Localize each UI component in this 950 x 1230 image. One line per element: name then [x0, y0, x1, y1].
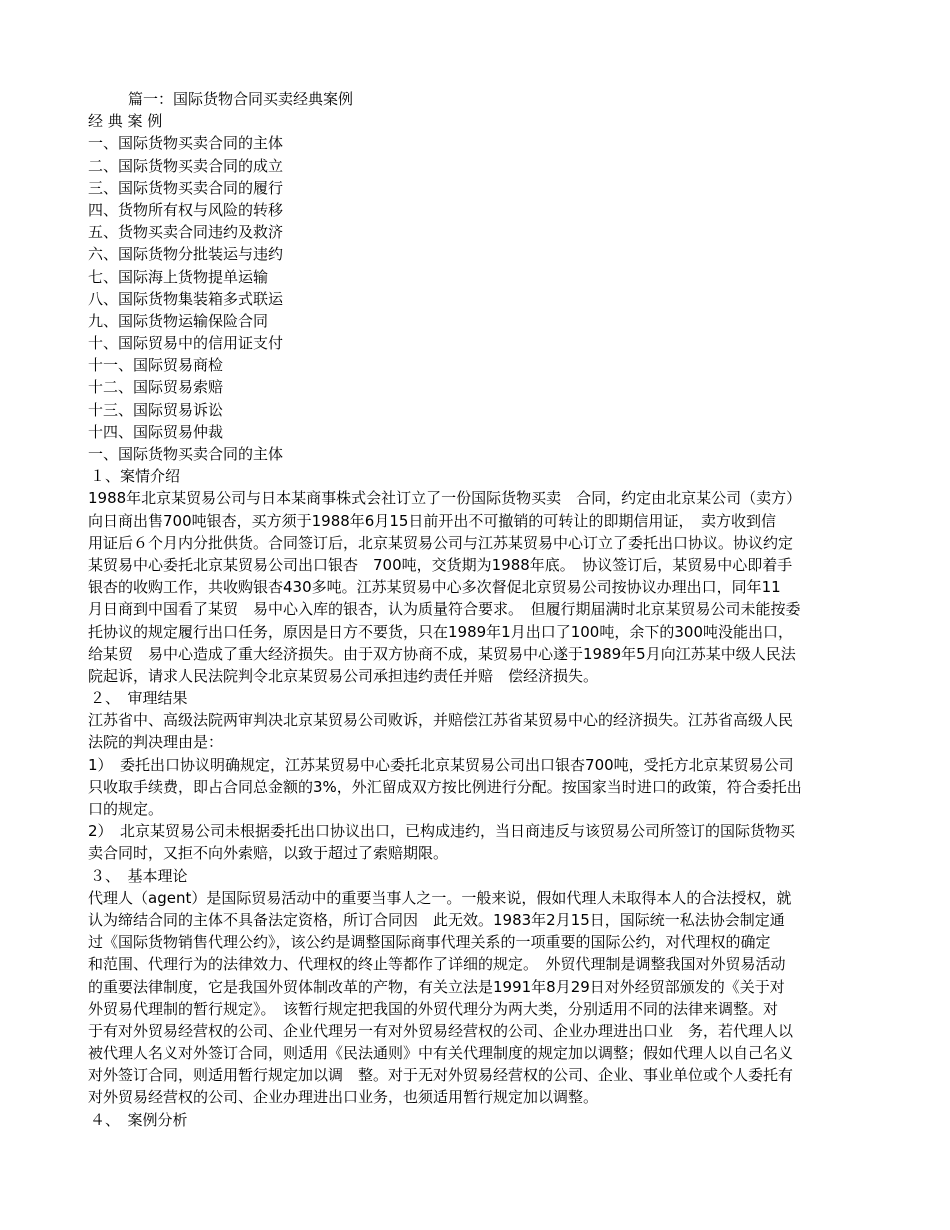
paragraph-line: 用证后６个月内分批供货。合同签订后，北京某贸易公司与江苏某贸易中心订立了委托出口协议。协议约定 — [88, 533, 794, 552]
paragraph-line: 于有对外贸易经营权的公司、企业代理另一有对外贸易经营权的公司、企业办理进出口业 务，若代理人以 — [88, 1021, 794, 1040]
toc-item: 九、国际货物运输保险合同 — [88, 311, 269, 330]
reason-1-paragraph — [88, 754, 868, 821]
document-page — [88, 88, 868, 1131]
trial-result-paragraph — [88, 709, 868, 753]
paragraph-line: 1988年北京某贸易公司与日本某商事株式会社订立了一份国际货物买卖 合同，约定由北京某公司（卖方） — [88, 489, 802, 508]
paragraph-line: 江苏省中、高级法院两审判决北京某贸易公司败诉，并赔偿江苏省某贸易中心的经济损失。江苏省高级人民 — [88, 711, 794, 730]
toc-item: 十、国际贸易中的信用证支付 — [88, 334, 284, 353]
toc-item: 三、国际货物买卖合同的履行 — [88, 178, 284, 197]
toc-item: 十一、国际贸易商检 — [88, 356, 224, 375]
paragraph-line: 外贸易代理制的暂行规定》。 该暂行规定把我国的外贸代理分为两大类，分别适用不同的法律来调整。对 — [88, 999, 779, 1018]
toc-item: 八、国际货物集装箱多式联运 — [88, 289, 284, 308]
table-of-contents — [88, 132, 868, 443]
paragraph-line: 院起诉，请求人民法院判令北京某贸易公司承担违约责任并赔 偿经济损失。 — [88, 666, 599, 685]
paragraph-line: 法院的判决理由是： — [88, 733, 224, 752]
paragraph-line: 认为缔结合同的主体不具备法定资格，所订合同因 此无效。1983年2月15日，国际统一私法协会制定通 — [88, 910, 785, 929]
paragraph-line: 过《国际货物销售代理公约》，该公约是调整国际商事代理关系的一项重要的国际公约，对代理权的确定 — [88, 933, 771, 952]
document-title: 篇一：国际货物合同买卖经典案例 — [128, 90, 354, 108]
toc-item: 六、国际货物分批装运与违约 — [88, 245, 284, 264]
subsection-basic-theory: ３、 基本理论 — [90, 866, 188, 885]
case-intro-paragraph — [88, 487, 868, 687]
cases-heading: 经 典 案 例 — [88, 112, 163, 131]
paragraph-line: 被代理人名义对外签订合同，则适用《民法通则》中有关代理制度的规定加以调整；假如代理人以自己名义 — [88, 1044, 794, 1063]
paragraph-line: 代理人（agent）是国际贸易活动中的重要当事人之一。一般来说，假如代理人未取得本人的合法授权，就 — [88, 888, 792, 907]
paragraph-line: 托协议的规定履行出口任务，原因是日方不要货，只在1989年1月出口了100吨，余下的300吨没能出口， — [88, 622, 793, 641]
paragraph-line: 口的规定。 — [88, 800, 164, 818]
section-title: 一、国际货物买卖合同的主体 — [88, 445, 284, 463]
subsection-trial-result: ２、 审理结果 — [90, 689, 188, 708]
toc-item: 十三、国际贸易诉讼 — [88, 400, 224, 419]
paragraph-line: 和范围、代理行为的法律效力、代理权的终止等都作了详细的规定。 外贸代理制是调整我国对外贸易活动 — [88, 955, 786, 974]
paragraph-line: 只收取手续费，即占合同总金额的3%，外汇留成双方按比例进行分配。按国家当时进口的政策，符合委托出 — [88, 777, 802, 796]
toc-item: 十四、国际贸易仲裁 — [88, 422, 224, 441]
toc-item: 二、国际货物买卖合同的成立 — [88, 156, 284, 175]
toc-item: 一、国际货物买卖合同的主体 — [88, 134, 284, 153]
paragraph-line: 对外贸易经营权的公司、企业办理进出口业务，也须适用暂行规定加以调整。 — [88, 1088, 599, 1107]
paragraph-line: 某贸易中心委托北京某贸易公司出口银杏 700吨，交货期为1988年底。 协议签订后，某贸易中心即着手 — [88, 555, 793, 574]
toc-item: 四、货物所有权与风险的转移 — [88, 200, 284, 219]
toc-item: 七、国际海上货物提单运输 — [88, 267, 269, 286]
paragraph-line: 向日商出售700吨银杏，买方须于1988年6月15日前开出不可撤销的可转让的即期信用证， 卖方收到信 — [88, 511, 776, 530]
paragraph-line: 卖合同时，又拒不向外索赔，以致于超过了索赔期限。 — [88, 844, 449, 863]
subsection-case-analysis: ４、 案例分析 — [90, 1110, 188, 1129]
paragraph-line: 1） 委托出口协议明确规定，江苏某贸易中心委托北京某贸易公司出口银杏700吨，受托方北京某贸易公司 — [88, 755, 794, 774]
reason-2-paragraph — [88, 820, 868, 864]
paragraph-line: 的重要法律制度，它是我国外贸体制改革的产物，有关立法是1991年8月29日对外经贸部颁发的《关于对 — [88, 977, 785, 996]
subsection-case-intro: １、案情介绍 — [90, 467, 181, 486]
basic-theory-paragraph — [88, 887, 868, 1109]
toc-item: 十二、国际贸易索赔 — [88, 378, 224, 397]
toc-item: 五、货物买卖合同违约及救济 — [88, 223, 284, 242]
paragraph-line: 月日商到中国看了某贸 易中心入库的银杏，认为质量符合要求。 但履行期届满时北京某贸易公司未能按委 — [88, 600, 801, 619]
paragraph-line: 银杏的收购工作，共收购银杏430多吨。江苏某贸易中心多次督促北京贸易公司按协议办理出口，同年11 — [88, 578, 781, 597]
paragraph-line: 给某贸 易中心造成了重大经济损失。由于双方协商不成，某贸易中心遂于1989年5月向江苏某中级人民法 — [88, 644, 796, 663]
paragraph-line: 2） 北京某贸易公司未根据委托出口协议出口，已构成违约，当日商违反与该贸易公司所签订的国际货物买 — [88, 822, 796, 841]
paragraph-line: 对外签订合同，则适用暂行规定加以调 整。对于无对外贸易经营权的公司、企业、事业单位或个人委托有 — [88, 1066, 794, 1085]
